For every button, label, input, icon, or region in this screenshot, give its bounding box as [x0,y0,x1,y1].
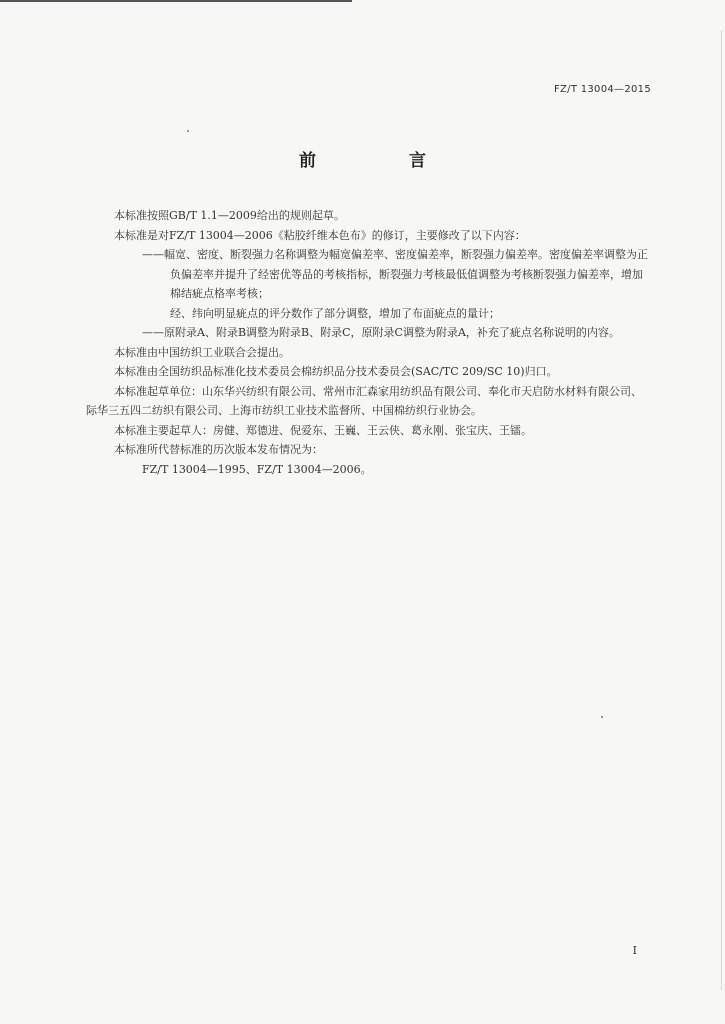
list-item-change-2: 经、纬向明显疵点的评分数作了部分调整，增加了布面疵点的量计； [170,306,500,320]
paragraph-drafting-rules: 本标准按照GB/T 1.1—2009给出的规则起草。 [114,209,345,222]
paragraph-history-intro: 本标准所代替标准的历次版本发布情况为： [114,443,323,456]
paragraph-proposer: 本标准由中国纺织工业联合会提出。 [114,345,290,359]
foreword-body [86,206,652,479]
scan-speck [601,716,603,718]
list-item-change-1: ——幅宽、密度、断裂强力名称调整为幅宽偏差率、密度偏差率，断裂强力偏差率。密度偏差率调整为正负偏差率并提升了经密优等品的考核指标，断裂强力考核最低值调整为考核断裂强力偏差率，增加棉结疵点格率考核； [142,248,648,300]
page-edge [721,30,722,990]
standard-code: FZ/T 13004—2015 [553,84,651,95]
paragraph-drafters: 本标准主要起草人：房健、郑德进、倪爱东、王巍、王云侠、葛永刚、张宝庆、王镭。 [114,423,532,437]
page-title: 前 言 [299,151,464,171]
paragraph-committee: 本标准由全国纺织品标准化技术委员会棉纺织品分技术委员会(SAC/TC 209/SC 10)归口。 [114,365,558,378]
page-number: I [632,944,637,957]
list-item-change-3: ——原附录A、附录B调整为附录B、附录C，原附录C调整为附录A，补充了疵点名称说明的内容。 [142,326,620,339]
paragraph-history-versions: FZ/T 13004—1995、FZ/T 13004—2006。 [142,462,372,476]
paragraph-revision-intro: 本标准是对FZ/T 13004—2006《粘胶纤维本色布》的修订，主要修改了以下内容： [114,228,526,242]
paragraph-drafting-units: 本标准起草单位：山东华兴纺织有限公司、常州市汇森家用纺织品有限公司、奉化市天启防水材料有限公司、际华三五四二纺织有限公司、上海市纺织工业技术监督所、中国棉纺织行业协会。 [86,384,642,417]
scan-speck [187,130,189,132]
scan-edge-line [0,0,352,2]
